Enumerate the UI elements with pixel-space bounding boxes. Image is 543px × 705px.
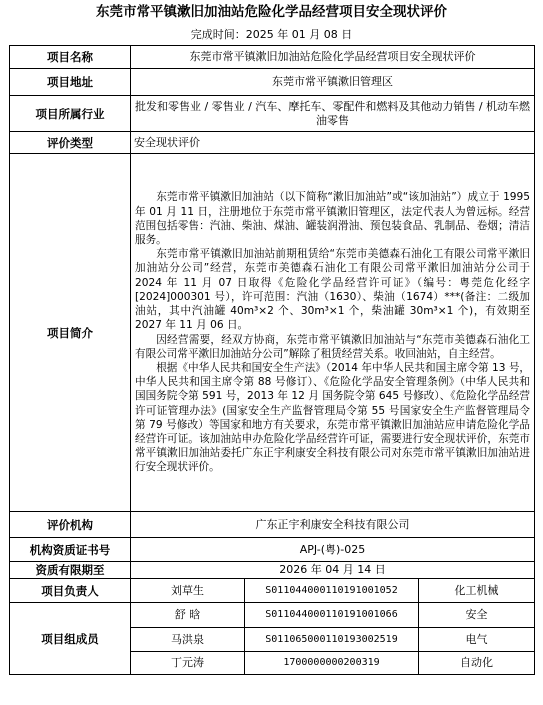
value-eval-type: 安全现状评价 <box>131 132 535 154</box>
leader-field: 化工机械 <box>419 579 535 603</box>
value-project-name: 东莞市常平镇漱旧加油站危险化学品经营项目安全现状评价 <box>131 46 535 69</box>
member-cert: S011044000110191001066 <box>245 603 419 628</box>
label-cert-no: 机构资质证书号 <box>10 538 131 562</box>
label-intro: 项目简介 <box>10 154 131 512</box>
row-eval-type <box>10 132 535 154</box>
label-leader: 项目负责人 <box>10 579 131 603</box>
label-agency: 评价机构 <box>10 512 131 538</box>
member-field: 安全 <box>419 603 535 628</box>
label-industry: 项目所属行业 <box>10 96 131 132</box>
row-intro <box>10 154 535 512</box>
row-member <box>10 603 535 628</box>
member-name: 丁元涛 <box>131 652 245 675</box>
value-cert-no: APJ-(粤)-025 <box>131 538 535 562</box>
label-eval-type: 评价类型 <box>10 132 131 154</box>
intro-paragraph: 根据《中华人民共和国安全生产法》（2014 年中华人民共和国主席令第 13 号，中华人民共和国主席令第 88 号修订）、《危险化学品安全管理条例》（中华人民共和国国务院令第 591 号，2013 年 12 月 国务院令第 645 号修改）、《危险化学品经营许可证管理办法》(国家安全生产监督管理局令第 55 号国家安全生产监督管理局令第 79 号修改）等国家和地方有关要求，东莞市常平镇漱旧加油站应申请危险化学品经营许可证。该加油站申办危险化学品经营许可证，需要进行安全现状评价，东莞市常平镇漱旧加油站委托广东正宇利康安全科技有限公司对东莞市常平镇漱旧加油站进行安全现状评价。 <box>135 361 531 474</box>
completion-date: 完成时间：2025 年 01 月 08 日 <box>190 28 353 41</box>
value-industry: 批发和零售业 / 零售业 / 汽车、摩托车、零配件和燃料及其他动力销售 / 机动车燃油零售 <box>131 96 535 132</box>
label-project-name: 项目名称 <box>10 46 131 69</box>
leader-name: 刘草生 <box>131 579 245 603</box>
page-title: 东莞市常平镇漱旧加油站危险化学品经营项目安全现状评价 <box>96 4 447 20</box>
row-agency <box>10 512 535 538</box>
value-agency: 广东正宇利康安全科技有限公司 <box>131 512 535 538</box>
value-valid-until: 2026 年 04 月 14 日 <box>131 562 535 579</box>
row-industry <box>10 96 535 132</box>
row-project-name <box>10 46 535 69</box>
member-field: 自动化 <box>419 652 535 675</box>
leader-cert: S011044000110191001052 <box>245 579 419 603</box>
member-cert: S011065000110193002519 <box>245 628 419 652</box>
row-project-address <box>10 69 535 96</box>
label-members: 项目组成员 <box>10 603 131 675</box>
row-valid-until <box>10 562 535 579</box>
value-intro <box>131 154 535 512</box>
value-project-address: 东莞市常平镇漱旧管理区 <box>131 69 535 96</box>
row-leader <box>10 579 535 603</box>
row-cert-no <box>10 538 535 562</box>
report-table <box>9 45 535 675</box>
intro-paragraph: 东莞市常平镇漱旧加油站前期租赁给“东莞市美德森石油化工有限公司常平漱旧加油站分公司”经营，东莞市美德森石油化工有限公司常平漱旧加油站分公司于 2024 年 11 月 07 日取得《危险化学品经营许可证》（编号：粤莞危化经字[2024]000301 号），许可范围：汽油（1630）、柴油（1674）***(备注：二级加油站，其中汽油罐 40m³×2 个、30m³×1 个，柴油罐 30m³×1 个)，有效期至 2027 年 11 月 06 日。 <box>135 248 531 332</box>
label-valid-until: 资质有限期至 <box>10 562 131 579</box>
intro-paragraph: 因经营需要，经双方协商，东莞市常平镇漱旧加油站与“东莞市美德森石油化工有限公司常平漱旧加油站分公司”解除了租赁经营关系。收回油站，自主经营。 <box>135 333 531 360</box>
member-name: 马洪泉 <box>131 628 245 652</box>
intro-paragraph: 东莞市常平镇漱旧加油站（以下简称“漱旧加油站”或“该加油站”）成立于 1995 年 01 月 11 日，注册地位于东莞市常平镇漱旧管理区，法定代表人为曾远标。经营范围包括零售：汽油、柴油、煤油、罐装润滑油、预包装食品、乳制品、卷烟；清洁服务。 <box>135 191 531 247</box>
member-name: 舒 晗 <box>131 603 245 628</box>
member-field: 电气 <box>419 628 535 652</box>
member-cert: 1700000000200319 <box>245 652 419 675</box>
label-project-address: 项目地址 <box>10 69 131 96</box>
